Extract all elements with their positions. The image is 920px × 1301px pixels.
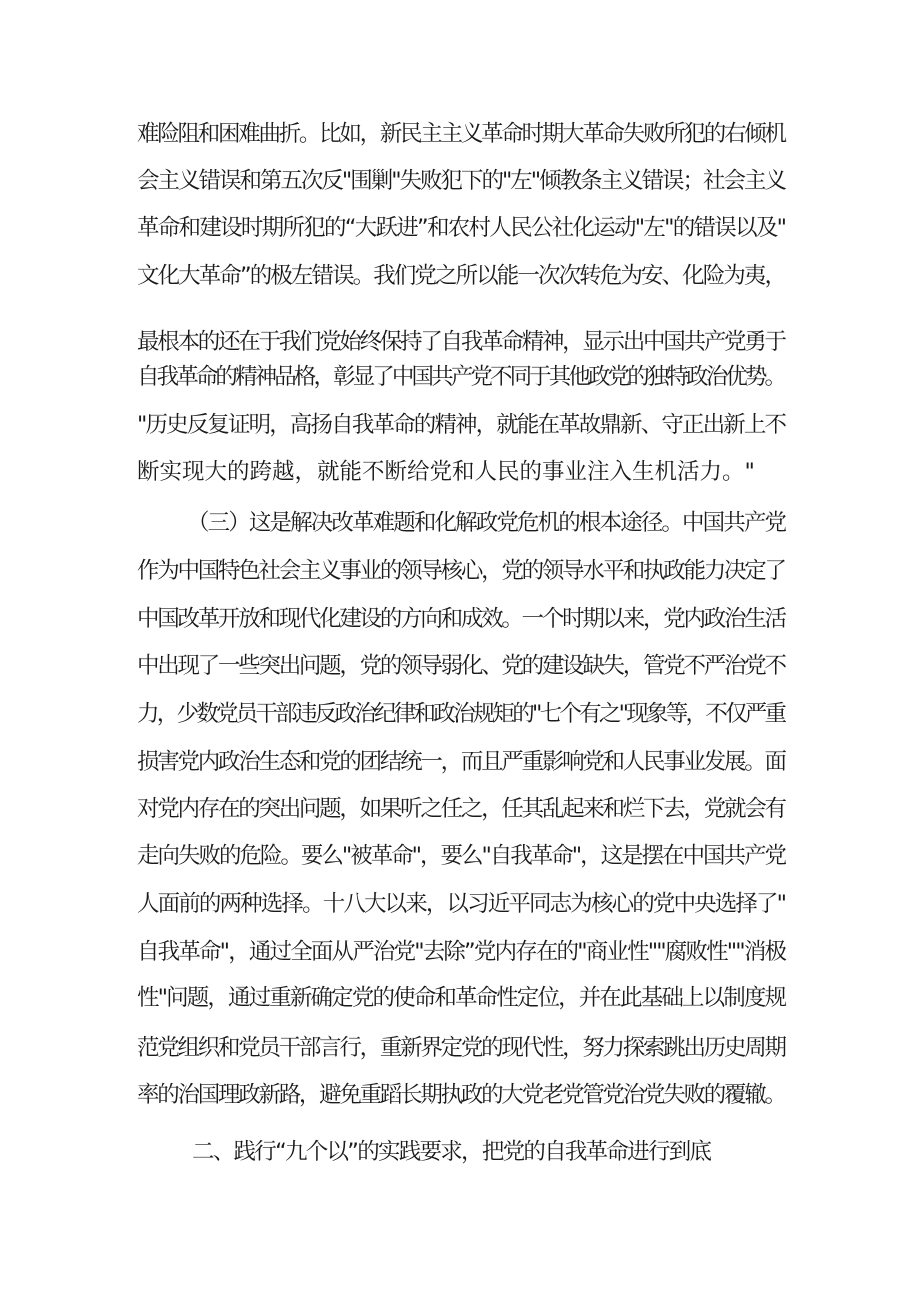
text-line: 革命和建设时期所犯的“大跃进”和农村人民公社化运动"左"的错误以及" (137, 215, 786, 241)
text-line: 最根本的还在于我们党始终保持了自我革命精神，显示出中国共产党勇于 (137, 329, 785, 355)
text-line: "历史反复证明，高扬自我革命的精神，就能在革故鼎新、守正出新上不 (137, 412, 786, 438)
text-line: 自我革命的精神品格，彰显了中国共产党不同于其他政党的独特政治优势。 (137, 364, 785, 390)
text-line: 力，少数党员干部违反政治纪律和政治规矩的"七个有之"现象等，不仅严重 (137, 701, 785, 727)
text-line: 损害党内政治生态和党的团结统一，而且严重影响党和人民事业发展。面 (137, 749, 785, 775)
text-line: 走向失败的危险。要么"被革命"，要么"自我革命"，这是摆在中国共产党 (137, 843, 785, 869)
text-line: 文化大革命”的极左错误。我们党之所以能一次次转危为安、化险为夷， (137, 263, 786, 289)
text-line: 中出现了一些突出问题，党的领导弱化、党的建设缺失，管党不严治党不 (137, 653, 785, 679)
text-line: 率的治国理政新路，避免重蹈长期执政的大党老党管党治党失败的覆辙。 (137, 1082, 785, 1108)
section-heading: 二、践行“九个以”的实践要求，把党的自我革命进行到底 (192, 1139, 711, 1165)
text-line: 对党内存在的突出问题，如果听之任之，任其乱起来和烂下去，党就会有 (137, 796, 785, 822)
text-line: 范党组织和党员干部言行，重新界定党的现代性，努力探索跳出历史周期 (137, 1035, 785, 1061)
text-line: 自我革命"，通过全面从严治党"去除”党内存在的"商业性""腐败性""消极 (137, 939, 786, 965)
text-line: 性"问题，通过重新确定党的使命和革命性定位，并在此基础上以制度规 (137, 985, 786, 1011)
section-paragraph-start: （三）这是解决改革难题和化解政党危机的根本途径。中国共产党 (187, 510, 786, 536)
text-line: 会主义错误和第五次反"围剿"失败犯下的"左"倾教条主义错误；社会主义 (137, 168, 785, 194)
text-line: 断实现大的跨越，就能不断给党和人民的事业注入生机活力。" (137, 459, 755, 485)
text-line: 作为中国特色社会主义事业的领导核心，党的领导水平和执政能力决定了 (137, 558, 785, 584)
text-line: 中国改革开放和现代化建设的方向和成效。一个时期以来，党内政治生活 (137, 606, 785, 632)
text-line: 难险阻和困难曲折。比如，新民主主义革命时期大革命失败所犯的右倾机 (137, 121, 785, 147)
text-line: 人面前的两种选择。十八大以来，以习近平同志为核心的党中央选择了" (137, 891, 786, 917)
